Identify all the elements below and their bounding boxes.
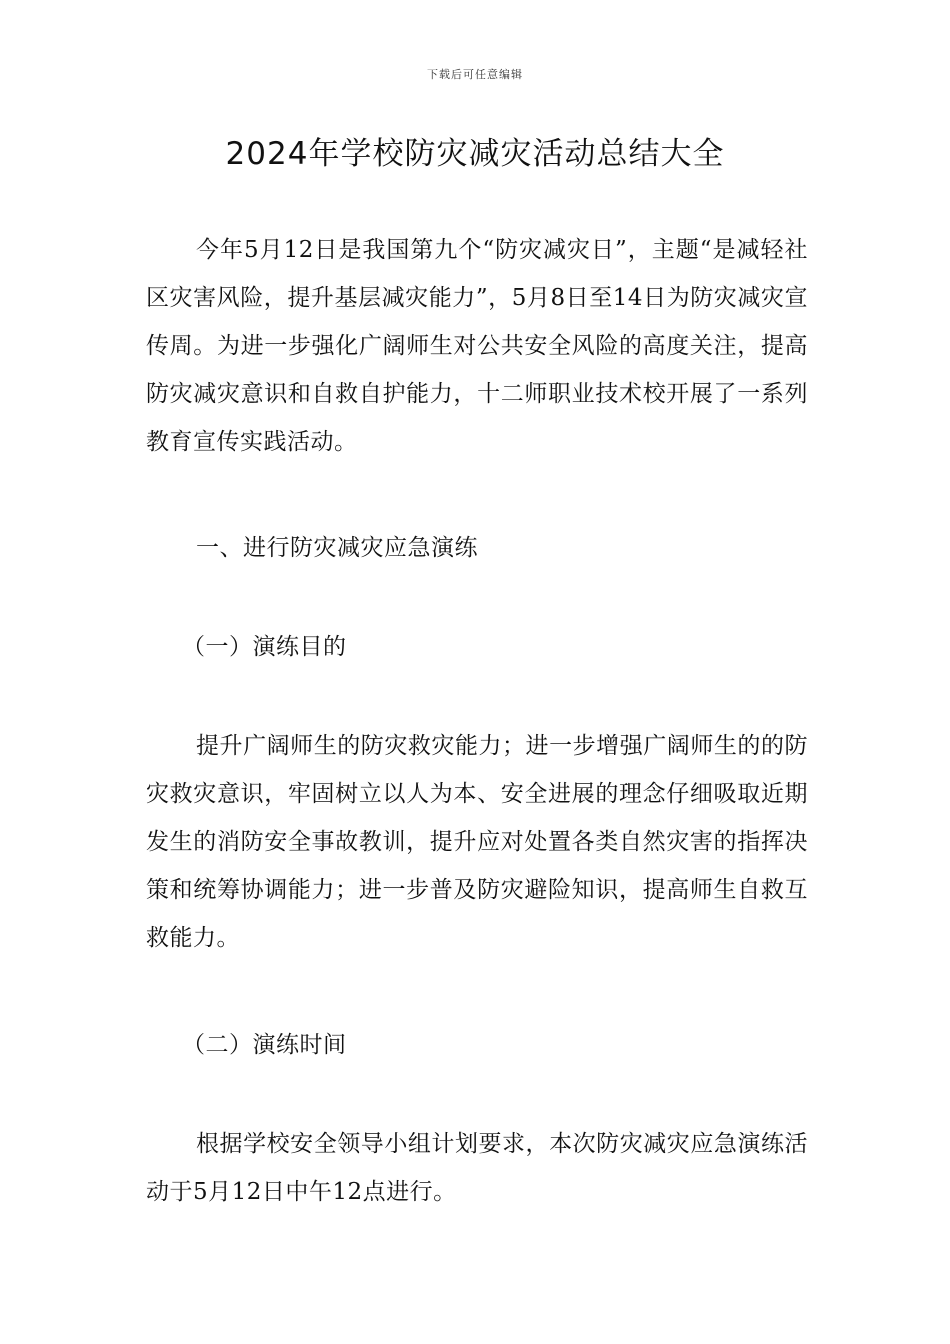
sub-heading-time: （二）演练时间 <box>182 1032 347 1058</box>
purpose-paragraph: 提升广阔师生的防灾救灾能力；进一步增强广阔师生的的防灾救灾意识，牢固树立以人为本、安全进展的理念仔细吸取近期发生的消防安全事故教训，提升应对处置各类自然灾害的指挥决策和统筹协调能力；进一步普及防灾避险知识，提高师生自救互救能力。 <box>146 733 808 951</box>
document-title: 2024年学校防灾减灾活动总结大全 <box>225 136 725 172</box>
sub-heading-purpose: （一）演练目的 <box>182 634 347 660</box>
intro-paragraph: 今年5月12日是我国第九个“防灾减灾日”，主题“是减轻社区灾害风险，提升基层减灾能力”，5月8日至14日为防灾减灾宣传周。为进一步强化广阔师生对公共安全风险的高度关注，提高防灾减灾意识和自救自护能力，十二师职业技术校开展了一系列教育宣传实践活动。 <box>146 237 808 455</box>
section-heading-1: 一、进行防灾减灾应急演练 <box>196 535 478 561</box>
time-paragraph: 根据学校安全领导小组计划要求，本次防灾减灾应急演练活动于5月12日中午12点进行。 <box>146 1131 808 1205</box>
header-note: 下载后可任意编辑 <box>427 68 523 81</box>
